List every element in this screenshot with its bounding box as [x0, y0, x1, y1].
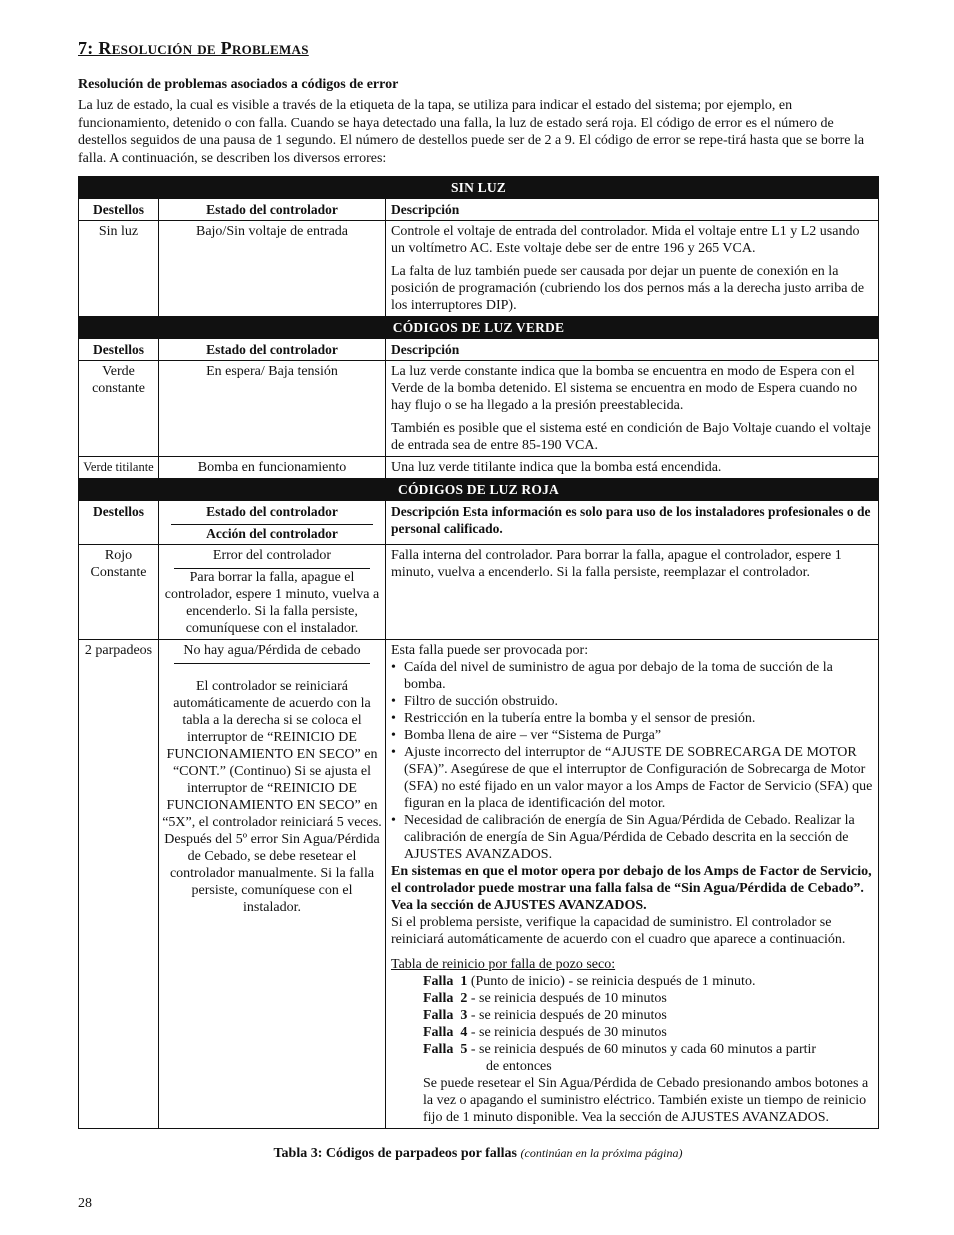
fault-row [391, 990, 873, 1007]
state-cell: En espera/ Baja tensión [159, 361, 386, 457]
description-cell: Controle el voltaje de entrada del controlador. Mida el voltaje entre L1 y L2 usando un voltímetro AC. Este voltaje debe ser de entre 196 y 265 VCA. La falta de luz también puede ser causada por dejar un puente de conexión en la posición de programación (cubriendo los dos pernos más a la derecha justo arriba de los interruptores DIP). [386, 221, 879, 317]
header-row [79, 199, 879, 221]
fault-row [391, 1024, 873, 1041]
fault-label: Falla 4 [423, 1025, 468, 1040]
cause-item: • Restricción en la tubería entre la bomba y el sensor de presión. [391, 710, 873, 727]
fault-row [391, 1007, 873, 1024]
fault-5-continuation: de entonces [486, 1059, 552, 1074]
fault-text: - se reinicia después de 60 minutos y cada 60 minutos a partir [467, 1042, 817, 1057]
state-cell: Error del controlador Para borrar la falla, apague el controlador, espere 1 minuto, vuelva a encenderlo. Si la falla persiste, comuníquese con el instalador. [159, 545, 386, 640]
fault-text: - se reinicia después de 20 minutos [467, 1008, 667, 1023]
header-action: Acción del controlador [206, 526, 338, 541]
header-description: Descripción [386, 199, 879, 221]
fault-label: Falla 1 [423, 974, 468, 989]
state-cell: No hay agua/Pérdida de cebado El controlador se reiniciará automáticamente de acuerdo con la tabla a la derecha si se coloca el interruptor de “REINICIO DE FUNCIONAMIENTO EN SECO” en “CONT.” (Continuo) Si se ajusta el interruptor de “REINICIO DE FUNCIONAMIENTO EN SECO” en “5X”, el controlador reiniciará 5 veces. Después del 5º error Sin Agua/Pérdida de Cebado, se debe resetear el controlador manualmente. Si la falla persiste, comuníquese con el instalador. [159, 640, 386, 1129]
causes-list [391, 659, 873, 863]
page-number: 28 [78, 1196, 92, 1211]
fault-row [391, 1041, 873, 1058]
header-red-description: Descripción Esta información es solo para uso de los instaladores profesionales o de personal calificado. [386, 501, 879, 545]
table-row [79, 457, 879, 479]
section-subheading: Resolución de problemas asociados a códigos de error [78, 77, 399, 92]
fault-text: - se reinicia después de 10 minutos [467, 991, 667, 1006]
fault-label: Falla 2 [423, 991, 468, 1006]
table-row [79, 361, 879, 457]
flash-cell: Rojo Constante [79, 545, 159, 640]
table-caption: Tabla 3: Códigos de parpadeos por fallas (continúan en la próxima página) [273, 1146, 683, 1161]
flash-cell: Sin luz [79, 221, 159, 317]
fault-text: (Punto de inicio) - se reinicia después de 1 minuto. [467, 974, 756, 989]
fault-label: Falla 5 [423, 1042, 468, 1057]
description-cell: Esta falla puede ser provocada por: • Caída del nivel de suministro de agua por debajo de la toma de succión de la bomba. • Filtro de succión obstruido. • Restricción en la tubería entre la bomba y el sensor de presión. • Bomba llena de aire – ver “Sistema de Purga” • Ajuste incorrecto del interruptor de “AJUSTE DE SOBRECARGA DE MOTOR (SFA)”. Asegúrese de que el interruptor de Configuración de Sobrecarga de Motor (SFA) no esté fijado en un valor mayor a los Amps de Factor de Servicio (SFA) que figuran en la placa de identificación del motor. • Necesidad de calibración de energía de Sin Agua/Pérdida de Cebado. Realizar la calibración de energía de Sin Agua/Pérdida de Cebado descrita en la sección de AJUSTES AVANZADOS. En sistemas en que el motor opera por debajo de los Amps de Factor de Servicio, el controlador puede mostrar una falla falsa de “Sin Agua/Pérdida de Cebado”. Vea la sección de AJUSTES AVANZADOS. Si el problema persiste, verifique la capacidad de suministro. El controlador se reiniciará automáticamente de acuerdo con el cuadro que aparece a continuación. Tabla de reinicio por falla de pozo seco: Falla 1 (Punto de inicio) - se reinicia después de 1 minuto. Falla 2 - se reinicia después de 10 minutos Falla 3 - se reinicia después de 20 minutos Falla 4 - se reinicia después de 30 minutos Falla 5 - se reinicia después de 60 minutos y cada 60 minutos a partir de entonces Se puede resetear el Sin Agua/Pérdida de Cebado presionando ambos botones a la vez o apagando el suministro eléctrico. También existe un tiempo de reinicio fijo de 1 minuto disponible. Vea la sección de AJUSTES AVANZADOS. [386, 640, 879, 1129]
reset-note: Se puede resetear el Sin Agua/Pérdida de Cebado presionando ambos botones a la vez o apagando el suministro eléctrico. También existe un tiempo de reinicio fijo de 1 minuto disponible. Vea la sección de AJUSTES AVANZADOS. [423, 1076, 869, 1125]
table-row [79, 640, 879, 1129]
divider [174, 663, 370, 664]
band-green: CÓDIGOS DE LUZ VERDE [79, 317, 879, 339]
header-row: Destellos Estado del controlador Descripción [79, 339, 879, 361]
intro-paragraph: La luz de estado, la cual es visible a través de la etiqueta de la tapa, se utiliza para indicar el estado del sistema; por ejemplo, en funcionamiento, detenido o con falla. Cuando se haya detectado una falla, la luz de estado será roja. El código de error es el número de destellos seguidos de una pausa de 1 segundo. El número de destellos puede ser de 2 a 9. El código de error se repe-tirá hasta que se borre la falla. A continuación, se describen los diversos errores: [78, 98, 865, 166]
header-state: Estado del controlador [206, 504, 338, 519]
cause-item: • Caída del nivel de suministro de agua por debajo de la toma de succión de la bomba. [391, 659, 873, 693]
flash-cell: 2 parpadeos [79, 640, 159, 1129]
band-red: CÓDIGOS DE LUZ ROJA [79, 479, 879, 501]
state-cell: Bomba en funcionamiento [159, 457, 386, 479]
table-row [79, 545, 879, 640]
flash-cell: Verde titilante [79, 457, 159, 479]
flash-cell: Verde constante [79, 361, 159, 457]
chapter-title: 7: Resolución de Problemas [78, 38, 309, 58]
reset-table-title: Tabla de reinicio por falla de pozo seco: [391, 957, 616, 972]
cause-item: • Necesidad de calibración de energía de Sin Agua/Pérdida de Cebado. Realizar la calibración de energía de Sin Agua/Pérdida de Cebado descrita en la sección de AJUSTES AVANZADOS. [391, 812, 873, 863]
error-code-table [78, 176, 879, 1129]
fault-list [391, 973, 873, 1058]
table-row [79, 221, 879, 317]
description-cell: La luz verde constante indica que la bomba se encuentra en modo de Espera con el Verde de la bomba detenido. El sistema se encuentra en modo de Espera cuando no hay flujo o se ha llegado a la presión preestablecida. También es posible que el sistema esté en condición de Bajo Voltaje cuando el voltaje de entrada sea de entre 85-190 VCA. [386, 361, 879, 457]
band-no-light: SIN LUZ [79, 177, 879, 199]
bold-note: En sistemas en que el motor opera por debajo de los Amps de Factor de Servicio, el controlador puede mostrar una falla falsa de “Sin Agua/Pérdida de Cebado”. Vea la sección de AJUSTES AVANZADOS. [391, 864, 872, 913]
state-cell: Bajo/Sin voltaje de entrada [159, 221, 386, 317]
fault-text: - se reinicia después de 30 minutos [467, 1025, 667, 1040]
cause-item: • Ajuste incorrecto del interruptor de “AJUSTE DE SOBRECARGA DE MOTOR (SFA)”. Asegúrese de que el interruptor de Configuración de Sobrecarga de Motor (SFA) no esté fijado en un valor mayor a los Amps de Factor de Servicio (SFA) que figuran en la placa de identificación del motor. [391, 744, 873, 812]
page-content [78, 38, 878, 1129]
reset-table [391, 956, 873, 1126]
cause-item: • Bomba llena de aire – ver “Sistema de Purga” [391, 727, 873, 744]
description-cell: Falla interna del controlador. Para borrar la falla, apague el controlador, espere 1 minuto, vuelva a encenderlo. Si la falla persiste, reemplazar el controlador. [386, 545, 879, 640]
header-flashes: Destellos [79, 199, 159, 221]
caption-note: (continúan en la próxima página) [520, 1146, 683, 1160]
fault-label: Falla 3 [423, 1008, 468, 1023]
description-cell: Una luz verde titilante indica que la bomba está encendida. [386, 457, 879, 479]
persist-note: Si el problema persiste, verifique la capacidad de suministro. El controlador se reiniciará automáticamente de acuerdo con el cuadro que aparece a continuación. [391, 915, 846, 947]
header-state: Estado del controlador [159, 199, 386, 221]
cause-item: • Filtro de succión obstruido. [391, 693, 873, 710]
header-row: Destellos Estado del controlador Acción del controlador Descripción Esta información es solo para uso de los instaladores profesionales o de personal calificado. [79, 501, 879, 545]
fault-row [391, 973, 873, 990]
